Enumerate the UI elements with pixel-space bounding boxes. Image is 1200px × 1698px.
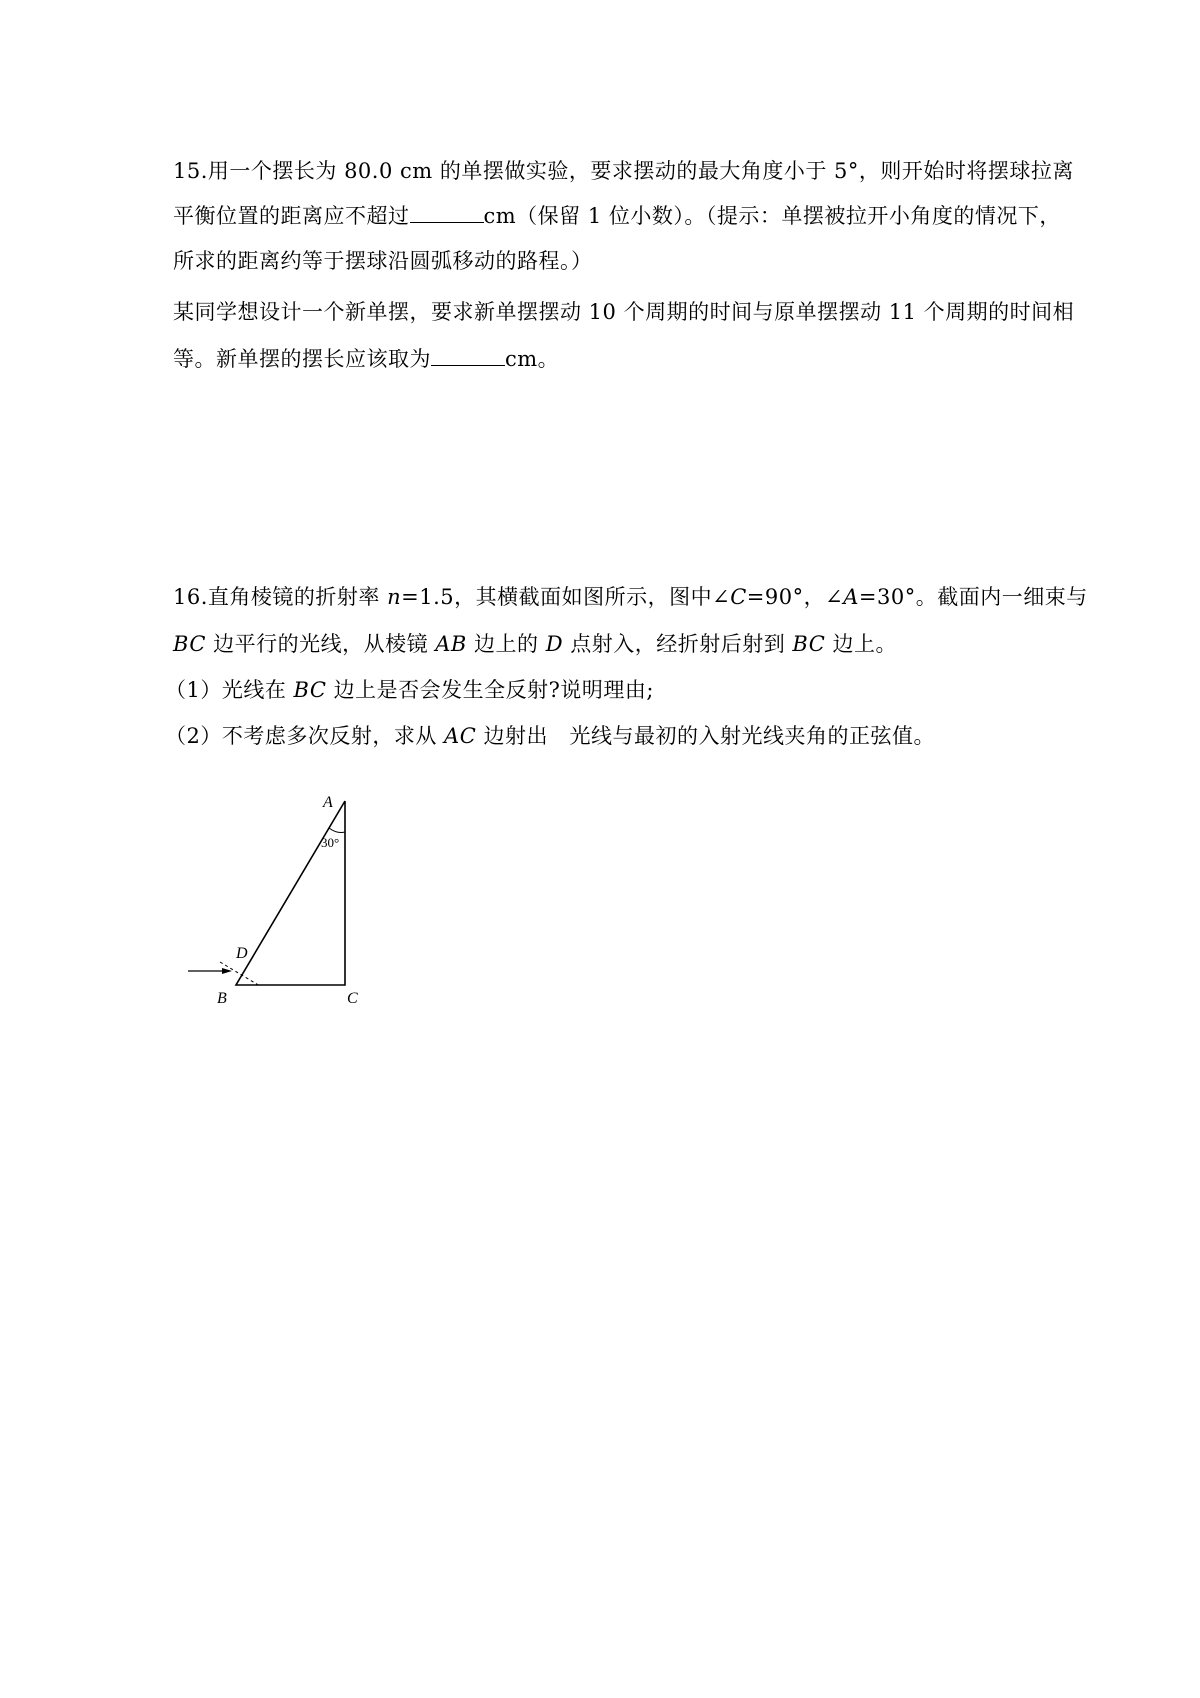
var-ab: AB [435, 632, 467, 656]
q15-text-1: 15.用一个摆长为 80.0 cm 的单摆做实验，要求摆动的最大角度小于 5°，则开始时将摆球拉离 [173, 159, 1074, 183]
q16-text: 边上的 [466, 632, 546, 656]
q15-text-5b: cm。 [505, 347, 560, 371]
q15-line-2 [173, 201, 1061, 231]
q15-line-1 [173, 156, 1074, 186]
q16-text: 16.直角棱镜的折射率 [173, 585, 388, 609]
q16-line-1 [173, 582, 1088, 612]
prism-figure [180, 790, 370, 1010]
var-bc: BC [293, 678, 327, 702]
normal-line [220, 962, 260, 986]
q15-text-2a: 平衡位置的距离应不超过 [173, 204, 410, 228]
angle-label: 30° [321, 835, 340, 850]
var-d: D [545, 632, 564, 656]
q16-part-2 [165, 721, 935, 751]
label-d: D [236, 945, 248, 962]
var-ac: AC [444, 724, 477, 748]
var-c: C [730, 585, 747, 609]
var-bc: BC [173, 632, 206, 656]
q16-text: =90°，∠ [746, 585, 844, 609]
q16-text: =1.5，其横截面如图所示，图中∠ [401, 585, 731, 609]
q16-text: 边上。 [825, 632, 897, 656]
q16-text: 边平行的光线，从棱镜 [205, 632, 436, 656]
q16-part-1 [165, 675, 654, 705]
q16-text: =30°。截面内一细束与 [858, 585, 1088, 609]
q16-part-text: （1）光线在 [165, 678, 294, 702]
q16-part-text: （2）不考虑多次反射，求从 [165, 724, 445, 748]
prism-outline [236, 801, 345, 985]
q15-line-3 [173, 246, 593, 276]
q16-line-2 [173, 629, 897, 659]
var-bc: BC [792, 632, 826, 656]
q15-text-4: 某同学想设计一个新单摆，要求新单摆摆动 10 个周期的时间与原单摆摆动 11 个周期的时间相 [173, 300, 1075, 324]
q15-text-5a: 等。新单摆的摆长应该取为 [173, 347, 431, 371]
ray-arrowhead [222, 968, 232, 974]
q16-part-text: 边上是否会发生全反射?说明理由; [326, 678, 654, 702]
label-a: A [323, 794, 333, 811]
var-a: A [843, 585, 859, 609]
q15-line-5 [173, 344, 559, 374]
label-b: B [217, 990, 227, 1007]
q15-answer-blank-2[interactable] [431, 345, 505, 366]
q15-answer-blank-1[interactable] [410, 202, 484, 223]
label-c: C [347, 990, 358, 1007]
q16-text: 点射入，经折射后射到 [563, 632, 793, 656]
q15-line-4 [173, 297, 1074, 327]
prism-diagram [180, 790, 370, 1010]
q16-part-text: 边射出 光线与最初的入射光线夹角的正弦值。 [476, 724, 935, 748]
q15-text-3: 所求的距离约等于摆球沿圆弧移动的路程。） [173, 249, 593, 273]
var-n: n [387, 585, 402, 609]
q15-text-2b: cm（保留 1 位小数）。（提示：单摆被拉开小角度的情况下， [483, 204, 1061, 228]
angle-arc [329, 828, 345, 833]
